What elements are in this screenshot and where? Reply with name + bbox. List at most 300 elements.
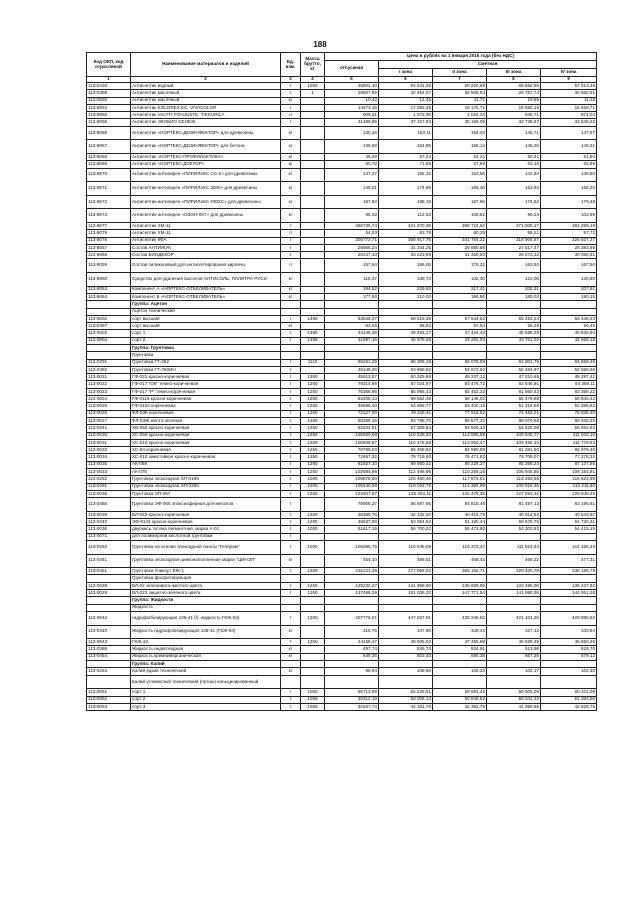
- code-cell: 113-0671: [87, 533, 131, 540]
- zone4-price-cell: 524,70: [541, 646, 597, 653]
- table-row: [87, 541, 597, 555]
- unit-cell: т: [281, 696, 301, 703]
- table-row: [87, 533, 597, 540]
- mass-cell: 1260: [301, 388, 325, 395]
- release-price-cell: 63409,13: [325, 396, 379, 403]
- zone1-price-cell: 139,73: [379, 273, 433, 287]
- zone4-price-cell: [541, 604, 597, 611]
- mass-cell: [301, 533, 325, 540]
- table-row: [87, 237, 597, 244]
- table-row: [87, 417, 597, 424]
- zone2-price-cell: 132 478,35: [433, 490, 487, 497]
- table-row: [87, 611, 597, 625]
- name-cell: Состав силиконовый для антисептирования кирпича: [131, 259, 281, 273]
- zone2-price-cell: 341 764,22: [433, 237, 487, 244]
- unit-cell: кг: [281, 293, 301, 300]
- code-cell: 113-0032: [87, 447, 131, 454]
- zone2-price-cell: 65 078,59: [433, 359, 487, 366]
- zone1-price-cell: [379, 308, 433, 315]
- zone2-price-cell: [433, 344, 487, 351]
- unit-cell: кг: [281, 168, 301, 182]
- code-cell: 113-0035: [87, 461, 131, 468]
- name-cell: Грунтовка Уникоут ЕЖ-1: [131, 568, 281, 575]
- header-zone-4: IV зона: [541, 69, 597, 77]
- release-price-cell: 28507,89: [325, 90, 379, 97]
- unit-cell: т: [281, 498, 301, 512]
- zone2-price-cell: 110 259,16: [433, 469, 487, 476]
- code-cell: 113-8071: [87, 182, 131, 196]
- zone1-price-cell: 174,69: [379, 182, 433, 196]
- release-price-cell: 26655,24: [325, 244, 379, 251]
- unit-cell: т: [281, 454, 301, 461]
- zone2-price-cell: 398 724,62: [433, 222, 487, 229]
- code-cell: 113-0003: [87, 330, 131, 337]
- zone4-price-cell: [541, 597, 597, 604]
- release-price-cell: [325, 675, 379, 689]
- release-price-cell: 157,64: [325, 259, 379, 273]
- release-price-cell: 305773,71: [325, 237, 379, 244]
- zone4-price-cell: 57 513,48: [541, 83, 597, 90]
- release-price-cell: [325, 533, 379, 540]
- header-zone-1: I зона: [379, 69, 433, 77]
- zone4-price-cell: 66 845,42: [541, 396, 597, 403]
- name-cell: Грунтовка ГТ-252: [131, 359, 281, 366]
- zone2-price-cell: 35 186,05: [433, 119, 487, 126]
- table-row: [87, 646, 597, 653]
- zone2-price-cell: 138 689,65: [433, 582, 487, 589]
- name-cell: ГФ-017 "ОК" темно-коричневая: [131, 381, 281, 388]
- zone3-price-cell: 202,31: [487, 286, 541, 293]
- code-cell: 113-0441: [87, 554, 131, 568]
- zone3-price-cell: 142,84: [487, 168, 541, 182]
- zone1-price-cell: 79 719,60: [379, 454, 433, 461]
- code-cell: [87, 352, 131, 359]
- mass-cell: 1260: [301, 417, 325, 424]
- zone2-price-cell: 590,38: [433, 653, 487, 660]
- unit-cell: [281, 604, 301, 611]
- name-cell: Антисептик-антипирен «ОЗОН-007» для древесины: [131, 209, 281, 223]
- mass-cell: 1050: [301, 703, 325, 710]
- zone3-price-cell: 63,16: [487, 161, 541, 168]
- zone2-price-cell: 76 471,83: [433, 454, 487, 461]
- release-price-cell: 44158,47: [325, 639, 379, 646]
- table-row: [87, 447, 597, 454]
- zone4-price-cell: 40 843,97: [541, 511, 597, 518]
- code-cell: 113-8054: [87, 104, 131, 111]
- zone4-price-cell: 338 188,79: [541, 568, 597, 575]
- zone1-price-cell: [379, 661, 433, 668]
- zone2-price-cell: [433, 533, 487, 540]
- unit-cell: т: [281, 568, 301, 575]
- name-cell: для полимерной кислотной грунтовки: [131, 533, 281, 540]
- col-index: 7: [433, 77, 487, 83]
- zone3-price-cell: 75 709,07: [487, 454, 541, 461]
- zone1-price-cell: 50 325,58: [379, 374, 433, 381]
- zone3-price-cell: 32 738,67: [487, 119, 541, 126]
- zone1-price-cell: 112,63: [379, 209, 433, 223]
- zone4-price-cell: 333,94: [541, 625, 597, 639]
- zone2-price-cell: [433, 604, 487, 611]
- mass-cell: [301, 222, 325, 229]
- table-row: [87, 112, 597, 119]
- code-cell: 113-0386: [87, 646, 131, 653]
- zone4-price-cell: 179,48: [541, 195, 597, 209]
- header-release: отпускная: [325, 61, 379, 77]
- zone1-price-cell: 37 157,93: [379, 119, 433, 126]
- price-table: [86, 52, 597, 711]
- zone3-price-cell: 50 341,32: [487, 696, 541, 703]
- zone3-price-cell: 43 761,02: [487, 337, 541, 344]
- group-row: [87, 301, 597, 308]
- unit-cell: т: [281, 374, 301, 381]
- zone3-price-cell: 145,26: [487, 140, 541, 154]
- mass-cell: [301, 126, 325, 140]
- unit-cell: л: [281, 230, 301, 237]
- mass-cell: [301, 554, 325, 568]
- unit-cell: т: [281, 611, 301, 625]
- col-index: 3: [281, 77, 301, 83]
- unit-cell: [281, 575, 301, 582]
- zone1-price-cell: 49 493,27: [379, 330, 433, 337]
- zone3-price-cell: 113 263,65: [487, 476, 541, 483]
- release-price-cell: 76368,96: [325, 388, 379, 395]
- unit-cell: т: [281, 490, 301, 497]
- table-row: [87, 425, 597, 432]
- zone2-price-cell: 49 237,12: [433, 374, 487, 381]
- name-cell: Антисептик ХМ-11: [131, 222, 281, 229]
- unit-cell: т: [281, 83, 301, 90]
- zone4-price-cell: 30 662,91: [541, 90, 597, 97]
- name-cell: Грунтовка ГТ-760ИН: [131, 366, 281, 373]
- zone2-price-cell: 156,14: [433, 140, 487, 154]
- name-cell: Грунтовка эпоксидная цинконаполненная марки "ЦИНЭП": [131, 554, 281, 568]
- zone2-price-cell: 117 874,51: [433, 476, 487, 483]
- release-price-cell: 109678,00: [325, 476, 379, 483]
- table-row: [87, 432, 597, 439]
- code-cell: 113-8056: [87, 119, 131, 126]
- code-cell: 113-8067: [87, 140, 131, 154]
- zone4-price-cell: 136 237,92: [541, 582, 597, 589]
- unit-cell: т: [281, 590, 301, 597]
- release-price-cell: 137,37: [325, 168, 379, 182]
- zone4-price-cell: 167,50: [541, 259, 597, 273]
- zone3-price-cell: [487, 575, 541, 582]
- code-cell: 113-0053: [87, 703, 131, 710]
- zone3-price-cell: 65 552,85: [487, 83, 541, 90]
- unit-cell: т: [281, 533, 301, 540]
- unit-cell: т: [281, 366, 301, 373]
- zone3-price-cell: 567,28: [487, 653, 541, 660]
- name-cell: Калий углекислый технический (поташ) кальцинированный: [131, 675, 281, 689]
- zone2-price-cell: 1 016,34: [433, 112, 487, 119]
- zone1-price-cell: 447 937,91: [379, 611, 433, 625]
- name-cell: сорт высший: [131, 323, 281, 330]
- mass-cell: [301, 244, 325, 251]
- release-price-cell: 105680,68: [325, 432, 379, 439]
- col-index: 4: [301, 77, 325, 83]
- name-cell: ХС-010 красно-коричневая: [131, 439, 281, 446]
- zone2-price-cell: 54,21: [433, 153, 487, 160]
- col-index: 2: [131, 77, 281, 83]
- table-row: [87, 639, 597, 646]
- zone2-price-cell: 84 815,48: [433, 498, 487, 512]
- zone1-price-cell: 496,51: [379, 554, 433, 568]
- zone4-price-cell: [541, 301, 597, 308]
- mass-cell: 1200: [301, 483, 325, 490]
- code-cell: 113-0039: [87, 511, 131, 518]
- mass-cell: 1260: [301, 511, 325, 518]
- mass-cell: 1: [301, 90, 325, 97]
- table-row: [87, 590, 597, 597]
- release-price-cell: 356735,74: [325, 222, 379, 229]
- release-price-cell: 123407,87: [325, 490, 379, 497]
- zone3-price-cell: 123,08: [487, 273, 541, 287]
- code-cell: 113-0030: [87, 432, 131, 439]
- zone2-price-cell: [433, 661, 487, 668]
- table-row: [87, 511, 597, 518]
- zone4-price-cell: 64,89: [541, 161, 597, 168]
- zone4-price-cell: 76 036,40: [541, 410, 597, 417]
- name-cell: Грунтовка: [131, 352, 281, 359]
- name-cell: ЭФ-0142 красно-коричневая: [131, 519, 281, 526]
- unit-cell: кг: [281, 195, 301, 209]
- release-price-cell: 139,68: [325, 140, 379, 154]
- zone1-price-cell: 63,79: [379, 230, 433, 237]
- zone1-price-cell: 421 070,39: [379, 222, 433, 229]
- table-row: [87, 374, 597, 381]
- mass-cell: [301, 112, 325, 119]
- unit-cell: т: [281, 461, 301, 468]
- release-price-cell: [325, 352, 379, 359]
- zone4-price-cell: 30 085,51: [541, 252, 597, 259]
- release-price-cell: 35801,40: [325, 83, 379, 90]
- zone1-price-cell: 79 229,41: [379, 410, 433, 417]
- release-price-cell: 49696,43: [325, 403, 379, 410]
- name-cell: ВЛ-023 красно-коричневая: [131, 511, 281, 518]
- zone3-price-cell: 56,21: [487, 230, 541, 237]
- unit-cell: т: [281, 541, 301, 555]
- zone4-price-cell: 46 550,25: [541, 639, 597, 646]
- zone3-price-cell: [487, 308, 541, 315]
- mass-cell: [301, 293, 325, 300]
- name-cell: Антисептик «НОРТЕКС-ДЕЗИНФЕКТОР» для древесины: [131, 126, 281, 140]
- code-cell: 113-8059: [87, 259, 131, 273]
- zone2-price-cell: [433, 308, 487, 315]
- release-price-cell: 51617,15: [325, 526, 379, 533]
- zone1-price-cell: 42 132,20: [379, 511, 433, 518]
- name-cell: Калий едкий технический: [131, 668, 281, 675]
- name-cell: Жидкость: [131, 604, 281, 611]
- zone4-price-cell: 477,31: [541, 554, 597, 568]
- mass-cell: 1250: [301, 439, 325, 446]
- name-cell: гидрофобизирующая 136-41 (б. жидкость ГКЖ-94): [131, 611, 281, 625]
- mass-cell: [301, 286, 325, 293]
- code-cell: 113-8063: [87, 286, 131, 293]
- header-unit: Ед. изм.: [281, 53, 301, 77]
- table-row: [87, 410, 597, 417]
- code-cell: 113-8077: [87, 222, 131, 229]
- zone2-price-cell: 29 680,88: [433, 244, 487, 251]
- zone4-price-cell: [541, 575, 597, 582]
- mass-cell: 1260: [301, 639, 325, 646]
- unit-cell: т: [281, 396, 301, 403]
- zone1-price-cell: [379, 533, 433, 540]
- zone3-price-cell: 102,17: [487, 668, 541, 675]
- zone4-price-cell: 42 828,75: [541, 703, 597, 710]
- unit-cell: т: [281, 476, 301, 483]
- zone2-price-cell: 57,54: [433, 323, 487, 330]
- release-price-cell: 56713,99: [325, 689, 379, 696]
- zone4-price-cell: 101,99: [541, 209, 597, 223]
- zone2-price-cell: 40 415,79: [433, 511, 487, 518]
- zone2-price-cell: 84 590,89: [433, 447, 487, 454]
- release-price-cell: 106030,87: [325, 439, 379, 446]
- zone1-price-cell: 141 959,00: [379, 582, 433, 589]
- zone1-price-cell: 93 798,70: [379, 417, 433, 424]
- zone4-price-cell: 87 137,86: [541, 461, 597, 468]
- zone3-price-cell: 55,29: [487, 323, 541, 330]
- zone1-price-cell: 153,11: [379, 126, 433, 140]
- zone4-price-cell: 56,45: [541, 323, 597, 330]
- name-cell: Антисептик-антипирен «ПИРИЛАКС 3000» для древесины: [131, 182, 281, 196]
- code-cell: 113-0028: [87, 582, 131, 589]
- zone2-price-cell: 355 152,71: [433, 568, 487, 575]
- mass-cell: [301, 119, 325, 126]
- unit-cell: т: [281, 469, 301, 476]
- zone4-price-cell: [541, 661, 597, 668]
- unit-cell: т: [281, 417, 301, 424]
- zone4-price-cell: 83 195,61: [541, 498, 597, 512]
- release-price-cell: 48312,19: [325, 696, 379, 703]
- name-cell: ГФ-0163 коричневая: [131, 403, 281, 410]
- code-cell: 113-0282: [87, 476, 131, 483]
- zone4-price-cell: 51 384,56: [541, 696, 597, 703]
- name-cell: Жидкость кремнийорганическая: [131, 653, 281, 660]
- table-row: [87, 396, 597, 403]
- zone1-price-cell: 108,68: [379, 668, 433, 675]
- code-cell: 113-0021: [87, 374, 131, 381]
- name-cell: ФЛ-03К коричневая: [131, 410, 281, 417]
- code-cell: 113-3465: [87, 498, 131, 512]
- mass-cell: [301, 352, 325, 359]
- zone2-price-cell: 147 771,54: [433, 590, 487, 597]
- mass-cell: [301, 575, 325, 582]
- zone1-price-cell: 120 480,46: [379, 476, 433, 483]
- code-cell: [87, 575, 131, 582]
- zone3-price-cell: 89 079,68: [487, 417, 541, 424]
- zone3-price-cell: 85 358,24: [487, 461, 541, 468]
- unit-cell: кг: [281, 153, 301, 160]
- name-cell: Антисептик VALTTI POHJUSTE, TIKKURILA: [131, 112, 281, 119]
- mass-cell: 1050: [301, 83, 325, 90]
- zone2-price-cell: 114 394,88: [433, 483, 487, 490]
- release-price-cell: 130,18: [325, 126, 379, 140]
- zone2-price-cell: 47 444,43: [433, 330, 487, 337]
- unit-cell: кг: [281, 97, 301, 104]
- zone4-price-cell: 111 833,10: [541, 432, 597, 439]
- release-price-cell: 60,72: [325, 161, 379, 168]
- table-row: [87, 604, 597, 611]
- zone3-price-cell: 53 303,83: [487, 526, 541, 533]
- zone2-price-cell: 54 925,14: [433, 425, 487, 432]
- table-row: [87, 315, 597, 322]
- zone3-price-cell: 318 004,67: [487, 237, 541, 244]
- release-price-cell: 44145,38: [325, 330, 379, 337]
- unit-cell: т: [281, 703, 301, 710]
- mass-cell: [301, 259, 325, 273]
- code-cell: [87, 675, 131, 689]
- code-cell: 113-0281: [87, 483, 131, 490]
- code-cell: 113-0398: [87, 90, 131, 97]
- table-row: [87, 696, 597, 703]
- unit-cell: т: [281, 244, 301, 251]
- unit-cell: т: [281, 315, 301, 322]
- table-row: [87, 461, 597, 468]
- zone3-price-cell: 111 823,44: [487, 541, 541, 555]
- zone2-price-cell: 83 478,72: [433, 381, 487, 388]
- table-row: [87, 668, 597, 675]
- mass-cell: [301, 237, 325, 244]
- zone3-price-cell: 329 400,78: [487, 568, 541, 575]
- release-price-cell: 177,93: [325, 293, 379, 300]
- table-row: [87, 259, 597, 273]
- zone4-price-cell: [541, 344, 597, 351]
- code-cell: 113-0454: [87, 653, 131, 660]
- unit-cell: т: [281, 582, 301, 589]
- table-row: [87, 582, 597, 589]
- zone3-price-cell: 109 545,77: [487, 432, 541, 439]
- mass-cell: [301, 182, 325, 196]
- zone2-price-cell: 468,43: [433, 554, 487, 568]
- mass-cell: [301, 625, 325, 639]
- zone1-price-cell: 198,19: [379, 195, 433, 209]
- zone1-price-cell: 57,24: [379, 153, 433, 160]
- zone4-price-cell: [541, 533, 597, 540]
- code-cell: 113-0052: [87, 696, 131, 703]
- code-cell: [87, 604, 131, 611]
- unit-cell: кг: [281, 209, 301, 223]
- mass-cell: [301, 195, 325, 209]
- name-cell: Ацетон технический: [131, 308, 281, 315]
- unit-cell: кг: [281, 668, 301, 675]
- zone1-price-cell: 347,96: [379, 625, 433, 639]
- zone4-price-cell: 48 297,42: [541, 374, 597, 381]
- header-zone-2: II зона: [433, 69, 487, 77]
- zone2-price-cell: 88 228,27: [433, 461, 487, 468]
- zone4-price-cell: 54 415,15: [541, 526, 597, 533]
- release-price-cell: 167,93: [325, 195, 379, 209]
- name-cell: Грунтовка фосфатирующая: [131, 575, 281, 582]
- zone1-price-cell: 57 309,84: [379, 425, 433, 432]
- code-cell: 113-0002: [87, 315, 131, 322]
- zone4-price-cell: 115 624,95: [541, 476, 597, 483]
- release-price-cell: 46146,26: [325, 366, 379, 373]
- zone3-price-cell: 45 599,39: [487, 639, 541, 646]
- zone4-price-cell: 44 668,18: [541, 337, 597, 344]
- zone1-price-cell: [379, 301, 433, 308]
- mass-cell: 1260: [301, 403, 325, 410]
- zone1-price-cell: 53 008,13: [379, 696, 433, 703]
- mass-cell: 1250: [301, 568, 325, 575]
- zone1-price-cell: 69 652,46: [379, 396, 433, 403]
- unit-cell: [281, 344, 301, 351]
- name-cell: Антисептик КФА: [131, 237, 281, 244]
- name-cell: Антисептик «НОРТЕКС-ДОКТОР»: [131, 161, 281, 168]
- name-cell: Антисептик «НОРТЕКС-ПРОФИЛАКТИКА»: [131, 153, 281, 160]
- name-cell: ГФ-017 "Р" темно-коричневая: [131, 388, 281, 395]
- unit-cell: т: [281, 337, 301, 344]
- col-index: 5: [325, 77, 379, 83]
